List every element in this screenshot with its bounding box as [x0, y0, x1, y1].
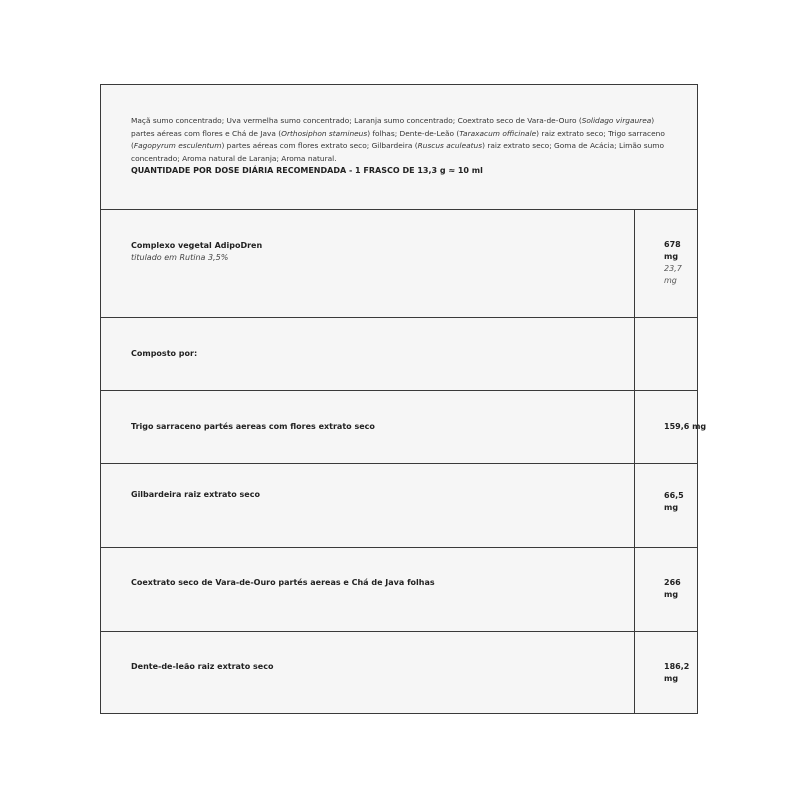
- row-value: 186,2 mg: [664, 662, 690, 683]
- ingredients-row: [101, 85, 697, 210]
- row-label: Dente-de-leão raiz extrato seco: [131, 662, 274, 671]
- table-row: [101, 548, 697, 632]
- dose-heading: QUANTIDADE POR DOSE DIÁRIA RECOMENDADA - 1 FRASCO DE 13,3 g ≈ 10 ml: [131, 166, 483, 175]
- table-row: [101, 391, 707, 464]
- nutrition-table: [100, 84, 707, 714]
- column-divider: [634, 632, 635, 713]
- row-label: Composto por:: [131, 349, 198, 358]
- column-divider: [634, 548, 635, 631]
- ingredients-text: Maçã sumo concentrado; Uva vermelha sumo concentrado; Laranja sumo concentrado; Coextrato seco de Vara-de-Ouro (Solidago virgaurea) partes aéreas com flores e Chá de Java (Orthosiphon stamineus) folhas; Dente-de-Leão (Taraxacum officinale) raiz extrato seco; Trigo sarraceno (Fagopyrum esculentum) partes aéreas com flores extrato seco; Gilbardeira (Ruscus aculeatus) raiz extrato seco; Goma de Acácia; Limão sumo concentrado; Aroma natural de Laranja; Aroma natural.: [131, 116, 665, 163]
- row-label: Complexo vegetal AdipoDren titulado em Rutina 3,5%: [131, 241, 263, 262]
- column-divider: [634, 391, 635, 463]
- column-divider: [634, 318, 635, 390]
- row-value: 266 mg: [664, 578, 681, 599]
- table-row: [101, 464, 697, 548]
- row-value: 159,6 mg: [664, 422, 707, 431]
- row-sublabel: titulado em Rutina 3,5%: [131, 253, 229, 262]
- row-value: 66,5 mg: [664, 491, 684, 512]
- column-divider: [634, 464, 635, 547]
- table-row: [101, 210, 697, 318]
- row-label: Coextrato seco de Vara-de-Ouro partés aereas e Chá de Java folhas: [131, 578, 435, 587]
- table-row: [101, 318, 697, 391]
- table-row: [101, 632, 697, 713]
- row-label: Trigo sarraceno partés aereas com flores extrato seco: [131, 422, 375, 431]
- row-value: 678 mg 23,7 mg: [664, 240, 682, 285]
- row-label: Gilbardeira raiz extrato seco: [131, 490, 260, 499]
- column-divider: [634, 210, 635, 317]
